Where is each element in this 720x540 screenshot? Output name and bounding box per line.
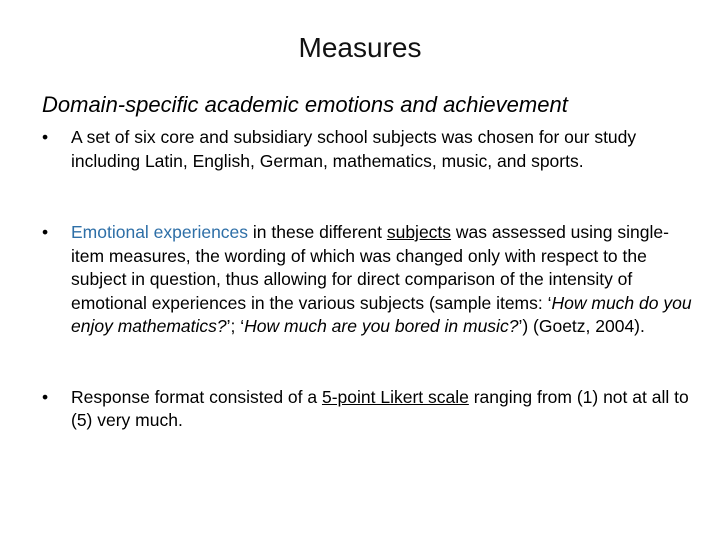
bullet-text: A set of six core and subsidiary school subjects was chosen for our study including Latin, English, German, mathematics, music, and sports. — [71, 127, 637, 171]
bullet-item-emotional-experiences — [42, 221, 692, 339]
slide-subtitle: Domain-specific academic emotions and achievement — [42, 92, 568, 117]
underlined-term: 5-point Likert scale — [321, 386, 469, 407]
bullet-text: ’) (Goetz, 2004). — [518, 316, 645, 336]
bullet-text: in these different — [248, 222, 387, 242]
bullet-list — [42, 126, 692, 433]
bullet-item-subjects — [42, 126, 692, 173]
slide-title: Measures — [298, 32, 422, 63]
bullet-marker: • — [42, 386, 49, 407]
bullet-item-response-format — [42, 386, 692, 433]
bullet-text: Response format consisted of a — [71, 386, 322, 407]
bullet-text: ’; ‘ — [226, 316, 245, 336]
highlighted-term: Emotional experiences — [71, 222, 249, 242]
bullet-marker: • — [42, 127, 49, 147]
bullet-text: was assessed using single-item measures, the wording of which was changed only with respect to the subject in question, thus allowing for direct comparison of the intensity of emotional experiences in the various subjects (sample items: ‘ — [71, 222, 669, 313]
sample-item-2: How much are you bored in music? — [244, 316, 519, 336]
underlined-term: subjects — [386, 222, 452, 242]
bullet-marker: • — [42, 222, 49, 242]
sample-item-1: How much do you enjoy mathematics? — [71, 292, 692, 336]
bullet-text: ranging from (1) not at all to (5) very much. — [71, 386, 689, 430]
